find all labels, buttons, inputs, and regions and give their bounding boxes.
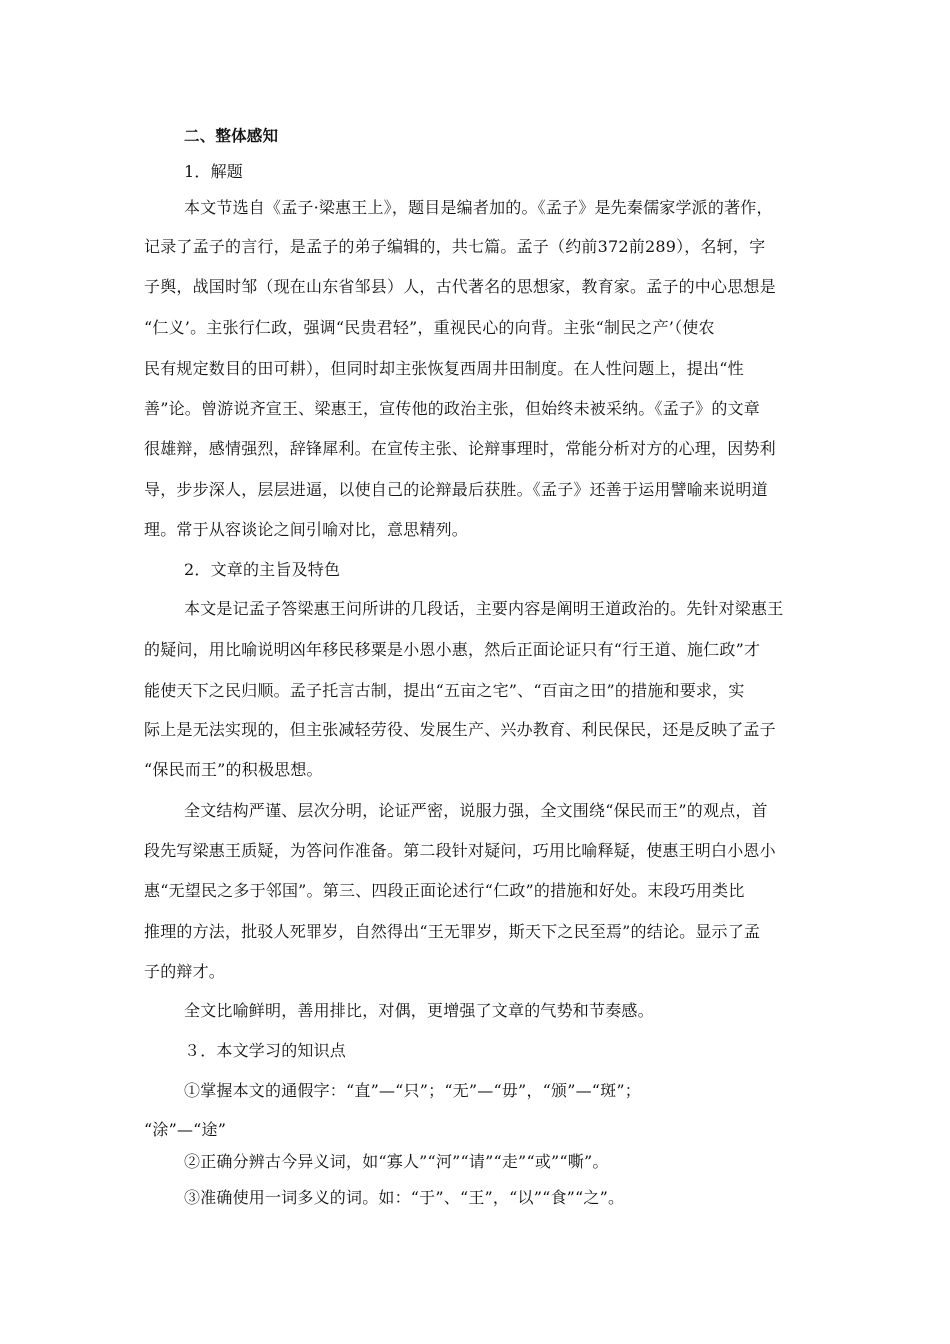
list-item: ①掌握本文的通假字：“直”—“只”；“无”—“毋”，“颁”—“斑”； bbox=[184, 1081, 641, 1100]
paragraph-line: 惠“无望民之多于邻国”。第三、四段正面论述行“仁政”的措施和好处。末段巧用类比 bbox=[144, 881, 745, 900]
paragraph-line: 能使天下之民归顺。孟子托言古制，提出“五亩之宅”、“百亩之田”的措施和要求，实 bbox=[144, 681, 745, 700]
paragraph-line: “保民而王”的积极思想。 bbox=[144, 760, 323, 779]
paragraph-line: 本文节选自《孟子·梁惠王上》，题目是编者加的。《孟子》是先秦儒家学派的著作， bbox=[184, 198, 773, 217]
paragraph-line: 很雄辩，感情强烈，辞锋犀利。在宣传主张、论辩事理时，常能分析对方的心理，因势利 bbox=[144, 439, 776, 458]
paragraph-line: 全文结构严谨、层次分明，论证严密，说服力强，全文围绕“保民而王”的观点，首 bbox=[184, 801, 768, 820]
list-item: ②正确分辨古今异义词，如“寡人”“河”“请”“走”“或”“嘶”。 bbox=[184, 1152, 609, 1171]
subsection-title-1: 1．解题 bbox=[184, 162, 243, 181]
paragraph-line: 记录了孟子的言行，是孟子的弟子编辑的，共七篇。孟子（约前372前289），名轲，字 bbox=[144, 237, 766, 256]
paragraph-line: 子的辩才。 bbox=[144, 962, 226, 981]
paragraph-line: 善”论。曾游说齐宣王、梁惠王，宣传他的政治主张，但始终未被采纳。《孟子》的文章 bbox=[144, 399, 760, 418]
list-item-continuation: “涂”—“途” bbox=[144, 1120, 227, 1139]
paragraph-line: 推理的方法，批驳人死罪岁，自然得出“王无罪岁，斯天下之民至焉”的结论。显示了孟 bbox=[144, 922, 761, 941]
subsection-title-2: 2．文章的主旨及特色 bbox=[184, 560, 341, 579]
paragraph-line: 理。常于从容谈论之间引喻对比，意思精列。 bbox=[144, 520, 469, 539]
paragraph-line: 的疑问，用比喻说明凶年移民移粟是小恩小惠，然后正面论证只有“行王道、施仁政”才 bbox=[144, 640, 761, 659]
paragraph-line: 民有规定数目的田可耕），但同时却主张恢复西周井田制度。在人性问题上，提出“性 bbox=[144, 359, 744, 378]
section-title: 二、整体感知 bbox=[184, 127, 279, 145]
paragraph-line: 本文是记孟子答梁惠王问所讲的几段话，主要内容是阐明王道政治的。先针对梁惠王 bbox=[184, 599, 784, 618]
paragraph-line: 子舆，战国时邹（现在山东省邹县）人，古代著名的思想家，教育家。孟子的中心思想是 bbox=[144, 277, 776, 296]
paragraph-line: 段先写梁惠王质疑，为答问作准备。第二段针对疑问，巧用比喻释疑，使惠王明白小恩小 bbox=[144, 841, 776, 860]
paragraph-line: 际上是无法实现的，但主张减轻劳役、发展生产、兴办教育、利民保民，还是反映了孟子 bbox=[144, 720, 776, 739]
paragraph-line: “仁义’。主张行仁政，强调“民贵君轻”，重视民心的向背。主张“制民之产’（使农 bbox=[144, 318, 715, 337]
subsection-title-3: ３．本文学习的知识点 bbox=[184, 1041, 347, 1060]
paragraph-line: 全文比喻鲜明，善用排比，对偶，更增强了文章的气势和节奏感。 bbox=[184, 1001, 654, 1020]
paragraph-line: 导，步步深人，层层进逼，以使自己的论辩最后获胜。《孟子》还善于运用譬喻来说明道 bbox=[144, 480, 768, 499]
list-item: ③准确使用一词多义的词。如：“于”、“王”，“以”“食”“之”。 bbox=[184, 1188, 625, 1207]
